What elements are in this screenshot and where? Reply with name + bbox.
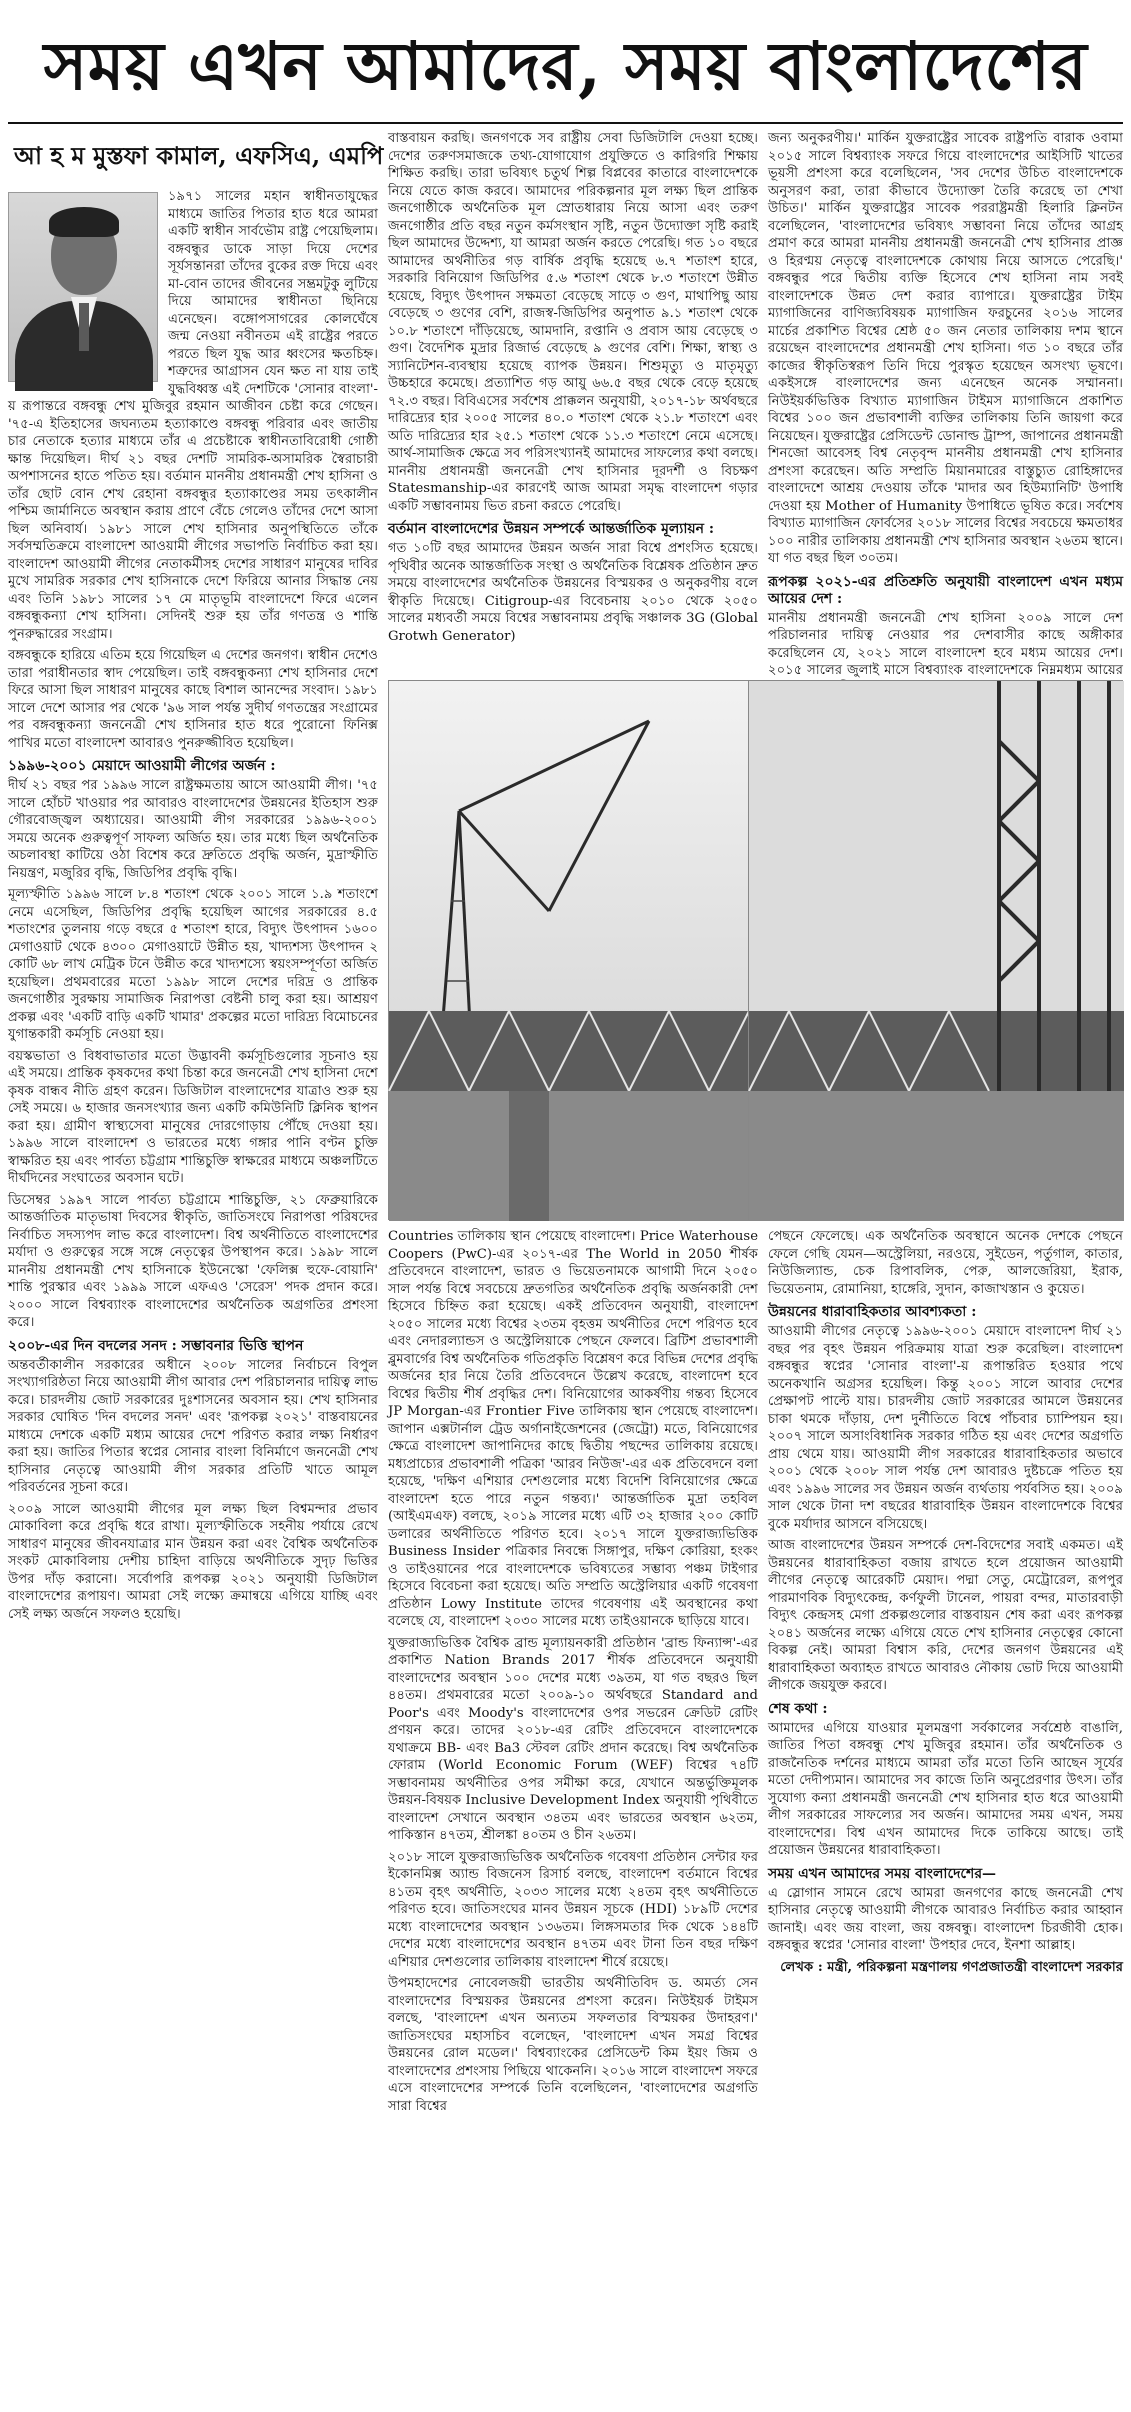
paragraph: ২০০৯ সালে আওয়ামী লীগের মূল লক্ষ্য ছিল বিশ্বমন্দার প্রভাব মোকাবিলা করে প্রবৃদ্ধি ধরে রাখা। মূল্যস্ফীতিকে সহনীয় পর্যায়ে রেখে সাধারণ মানুষের জীবনযাত্রার মান উন্নয়ন করা এবং বৈশ্বিক অর্থনৈতিক সংকট মোকাবিলায় দেশীয় চাহিদা বাড়িয়ে অর্থনীতিকে সুদৃঢ় ভিত্তির উপর দাঁড় করানো। সর্বোপরি রূপকল্প ২০২১ অনুযায়ী ডিজিটাল বাংলাদেশের রূপায়ণ। আমরা সেই লক্ষ্যে ক্রমান্বয়ে এগিয়ে যাচ্ছি এবং সেই লক্ষ্য অর্জনে সফলও হয়েছি। xyxy=(8,1501,378,1622)
paragraph: বাস্তবায়ন করছি। জনগণকে সব রাষ্ট্রীয় সেবা ডিজিটালি দেওয়া হচ্ছে। দেশের তরুণসমাজকে তথ্য-যোগাযোগ প্রযুক্তিতে ও কারিগরি শিক্ষায় শিক্ষিত করছি। তারা ভবিষ্যৎ চতুর্থ শিল্প বিপ্লবের কাতারে বাংলাদেশকে নিয়ে যেতে কাজ করবে। আমাদের পরিকল্পনার মূল লক্ষ্য ছিল প্রান্তিক জনগোষ্ঠীকে অর্থনৈতিক মূল স্রোতধারায় নিয়ে আসা এবং তরুণ জনগোষ্ঠীর প্রতি বছর নতুন কর্মসংস্থান সৃষ্টি, নতুন উদ্যোক্তা সৃষ্টি করাই ছিল আমাদের উদ্দেশ্য, যা আমরা অর্জন করতে পেরেছি। গত ১০ বছরে আমাদের অর্থনীতির গড় বার্ষিক প্রবৃদ্ধি হয়েছে ৬.৭ শতাংশ হারে, সরকারি বিনিয়োগ জিডিপির ৫.৬ শতাংশ থেকে ৮.৩ শতাংশে উন্নীত হয়েছে, বিদ্যুৎ উৎপাদন সক্ষমতা বেড়েছে সাড়ে ৩ গুণ, মাথাপিছু আয় বেড়েছে ৩ গুণের বেশি, রাজস্ব-জিডিপির অনুপাত ৯.১ শতাংশ থেকে ১০.৮ শতাংশে দাঁড়িয়েছে, আমদানি, রপ্তানি ও প্রবাস আয় বেড়েছে ৩ গুণ। বৈদেশিক মুদ্রার রিজার্ভ বেড়েছে ৯ গুণের বেশি। শিক্ষা, স্বাস্থ্য ও স্যানিটেশন-ব্যবস্থায় হয়েছে ব্যাপক উন্নয়ন। শিশুমৃত্যু ও মাতৃমৃত্যু উচ্চহারে কমেছে। প্রত্যাশিত গড় আয়ু ৬৬.৫ বছর থেকে বেড়ে হয়েছে ৭২.৩ বছর। বিবিএসের সর্বশেষ প্রাক্কলন অনুযায়ী, ২০১৭-১৮ অর্থবছরে দারিদ্র্যের হার ২০০৫ সালের ৪০.০ শতাংশ থেকে ২১.৮ শতাংশে এবং অতি দারিদ্র্যের হার ২৫.১ শতাংশ থেকে ১১.৩ শতাংশে নেমে এসেছে। আর্থ-সামাজিক ক্ষেত্রে সব পরিসংখ্যানই আমাদের সাফল্যের কথা বলছে। মাননীয় প্রধানমন্ত্রী জননেত্রী শেখ হাসিনার দূরদর্শী ও বিচক্ষণ Statesmanship-এর কারণেই আজ আমরা সমৃদ্ধ বাংলাদেশ গড়ার একটি সম্ভাবনাময় ভিত রচনা করতে পেরেছি। xyxy=(388,131,758,514)
paragraph: দীর্ঘ ২১ বছর পর ১৯৯৬ সালে রাষ্ট্রক্ষমতায় আসে আওয়ামী লীগ। '৭৫ সালে হোঁচট খাওয়ার পর আবারও বাংলাদেশের উন্নয়নের ইতিহাস শুরু গৌরবোজ্জ্বল অধ্যায়ের। আওয়ামী লীগ সরকারের ১৯৯৬-২০০১ সময়ে অনেক গুরুত্বপূর্ণ সাফল্য অর্জিত হয়। তার মধ্যে ছিল অর্থনৈতিক অচলাবস্থা কাটিয়ে ওঠা বিশেষ করে দ্রুতিতে প্রবৃদ্ধি অর্জন, মুদ্রাস্ফীতি নিয়ন্ত্রণ, মজুরির বৃদ্ধি, জিডিপির প্রবৃদ্ধি বৃদ্ধি। xyxy=(8,778,378,881)
column-1 xyxy=(8,188,378,2404)
column-3-top xyxy=(768,130,1123,678)
paragraph: উপমহাদেশের নোবেলজয়ী ভারতীয় অর্থনীতিবিদ ড. অমর্ত্য সেন বাংলাদেশের বিস্ময়কর উন্নয়নের প্রশংসা করেন। নিউইয়র্ক টাইমস বলছে, 'বাংলাদেশ এখন অন্যতম সফলতার বিস্ময়কর উদাহরণ।' জাতিসংঘের মহাসচিব বলেছেন, 'বাংলাদেশ এখন সমগ্র বিশ্বের উন্নয়নের রোল মডেল।' বিশ্বব্যাংকের প্রেসিডেন্ট কিম ইয়ং জিম ও বাংলাদেশের প্রশংসায় পিছিয়ে থাকেননি। ২০১৬ সালে বাংলাদেশ সফরে এসে বাংলাদেশের সম্পর্কে তিনি বলেছিলেন, 'বাংলাদেশের অগ্রগতি সারা বিশ্বের xyxy=(388,1976,758,2114)
paragraph: পেছনে ফেলেছে। এক অর্থনৈতিক অবস্থানে অনেক দেশকে পেছনে ফেলে গেছি যেমন—অস্ট্রেলিয়া, নরওয়ে, সুইডেন, পর্তুগাল, কাতার, নিউজিল্যান্ড, চেক রিপাবলিক, পেরু, আলজেরিয়া, ইরাক, ভিয়েতনাম, রোমানিয়া, হাঙ্গেরি, সুদান, কাজাখস্তান ও কুয়েত। xyxy=(768,1229,1123,1297)
paragraph: আজ বাংলাদেশের উন্নয়ন সম্পর্কে দেশ-বিদেশের সবাই একমত। এই উন্নয়নের ধারাবাহিকতা বজায় রাখতে হলে প্রয়োজন আওয়ামী লীগের নেতৃত্বে আরেকটি মেয়াদ। পদ্মা সেতু, মেট্রোরেল, রূপপুর পারমাণবিক বিদ্যুৎকেন্দ্র, কর্ণফুলী টানেল, পায়রা বন্দর, মাতারবাড়ী বিদ্যুৎ কেন্দ্রসহ মেগা প্রকল্পগুলোর বাস্তবায়ন শেষ করা এবং রূপকল্প ২০৪১ অর্জনের লক্ষ্যে এগিয়ে যেতে শেখ হাসিনার নেতৃত্বের কোনো বিকল্প নেই। আমরা বিশ্বাস করি, দেশের জনগণ উন্নয়নের এই ধারাবাহিকতা অব্যাহত রাখতে আবারও নৌকায় ভোট দিয়ে আওয়ামী লীগকে জয়যুক্ত করবে। xyxy=(768,1538,1123,1693)
section-heading: ২০০৮-এর দিন বদলের সনদ : সম্ভাবনার ভিত্তি স্থাপন xyxy=(8,1337,304,1354)
paragraph: যুক্তরাজ্যভিত্তিক বৈশ্বিক ব্রান্ড মূল্যায়নকারী প্রতিষ্ঠান 'ব্রান্ড ফিন্যান্স'-এর প্রকাশিত Nation Brands 2017 শীর্ষক প্রতিবেদনে অনুযায়ী বাংলাদেশের অবস্থান ১০০ দেশের মধ্যে ৩৯তম, যা গত বছরও ছিল ৪৪তম। প্রথমবারের মতো ২০০৯-১০ অর্থবছরে Standard and Poor's এবং Moody's বাংলাদেশের ওপর সভরেন ক্রেডিট রেটিং প্রণয়ন করে। তাদের ২০১৮-এর রেটিং প্রতিবেদনে বাংলাদেশকে যথাক্রমে BB- এবং Ba3 স্টেবল রেটিং প্রদান করেছে। বিশ্ব অর্থনৈতিক ফোরাম (World Economic Forum (WEF) বিশ্বের ৭৪টি সম্ভাবনাময় অর্থনীতির ওপর সমীক্ষা করে, যেখানে অন্তর্ভুক্তিমূলক উন্নয়ন-বিষয়ক Inclusive Development Index অনুযায়ী পৃথিবীতে বাংলাদেশ সেখানে অবস্থান ৩৪তম এবং ভারতের অবস্থান ৬২তম, পাকিস্তান ৪৭তম, শ্রীলঙ্কা ৪০তম ও চীন ২৬তম। xyxy=(388,1635,758,1843)
article-headline: সময় এখন আমাদের, সময় বাংলাদেশের xyxy=(43,27,1088,105)
section-heading: বর্তমান বাংলাদেশের উন্নয়ন সম্পর্কে আন্তর্জাতিক মূল্যায়ন : xyxy=(388,521,715,537)
paragraph: ১৯৭১ সালের মহান স্বাধীনতাযুদ্ধের মাধ্যমে জাতির পিতার হাত ধরে আমরা একটি স্বাধীন সার্বভৌম রাষ্ট্র পেয়েছিলাম। বঙ্গবন্ধুর ডাকে সাড়া দিয়ে দেশের সূর্যসন্তানরা তাঁদের বুকের রক্ত দিয়ে এবং মা-বোন তাদের জীবনের সম্ভ্রমটুকু লুটিয়ে দিয়ে আমাদের স্বাধীনতা ছিনিয়ে এনেছেন। বঙ্গোপসাগরের কোলঘেঁষে জন্ম নেওয়া নবীনতম এই রাষ্ট্রের পরতে পরতে ছিল যুদ্ধ আর ধ্বংসের ক্ষতচিহ্ন। শত্রুদের আগ্রাসন যেন ক্ষত না যায় তাই যুদ্ধবিধ্বস্ত এই দেশটিকে 'সোনার বাংলা'-য় রূপান্তরে বঙ্গবন্ধু শেখ মুজিবুর রহমান আজীবন চেষ্টা করে গেছেন। '৭৫-এ ইতিহাসের জঘন্যতম হত্যাকাণ্ডে বঙ্গবন্ধু পরিবার এবং জাতীয় চার নেতাকে হত্যার মাধ্যমে তাঁর এ প্রচেষ্টাকে স্বাধীনতাবিরোধী গোষ্ঠী ক্ষান্ত দিয়েছিল। দীর্ঘ ২১ বছর দেশটি সামরিক-অসামরিক স্বৈরাচারী অপশাসনের হাতে পতিত হয়। বর্তমান মাননীয় প্রধানমন্ত্রী শেখ হাসিনা ও তাঁর ছোট বোন শেখ রেহানা বঙ্গবন্ধুর হত্যাকাণ্ডের সময় তৎকালীন পশ্চিম জার্মানিতে অবস্থান করায় প্রাণে বেঁচে গেলেও তাঁদের দেশে আসা ছিল অনিবার্য। ১৯৮১ সালে শেখ হাসিনার অনুপস্থিতিতে তাঁকে সর্বসম্মতিক্রমে বাংলাদেশ আওয়ামী লীগের সভাপতি নির্বাচিত করা হয়। বাংলাদেশ আওয়ামী লীগের নেতাকর্মীসহ দেশের সাধারণ মানুষের দাবির মুখে সামরিক সরকার শেখ হাসিনাকে দেশে ফিরিয়ে আনার সিদ্ধান্ত নেয় এবং তিনি ১৯৮১ সালের ১৭ মে মাতৃভূমি বাংলাদেশে ফিরে এলেন বঙ্গবন্ধুকন্যা শেখ হাসিনা। সেদিনই শুরু হয় তাঁর গণতন্ত্র ও শান্তি পুনরুদ্ধারের সংগ্রাম। xyxy=(8,189,378,642)
author-note: লেখক : মন্ত্রী, পরিকল্পনা মন্ত্রণালয় গণপ্রজাতন্ত্রী বাংলাদেশ সরকার xyxy=(780,1959,1123,1975)
paragraph: এ স্লোগান সামনে রেখে আমরা জনগণের কাছে জননেত্রী শেখ হাসিনার নেতৃত্বে আওয়ামী লীগকে আবারও নির্বাচিত করার আহ্বান জানাই। এবং জয় বাংলা, জয় বঙ্গবন্ধু। বাংলাদেশ চিরজীবী হোক। বঙ্গবন্ধুর স্বপ্নের 'সোনার বাংলা' উপহার দেবে, ইনশা আল্লাহ। xyxy=(768,1885,1123,1953)
paragraph: অন্তবর্তীকালীন সরকারের অধীনে ২০০৮ সালের নির্বাচনে বিপুল সংখ্যাগরিষ্ঠতা নিয়ে আওয়ামী লীগ আবার দেশ পরিচালনার দায়িত্ব লাভ করে। চারদলীয় জোট সরকারের দুঃশাসনের অবসান হয়। শেখ হাসিনার সরকার ঘোষিত 'দিন বদলের সনদ' এবং 'রূপকল্প ২০২১' বাস্তবায়নের মাধ্যমে দেশকে একটি মধ্যম আয়ের দেশে পরিণত করার লক্ষ্য নির্ধারণ করা হয়। জাতির পিতার স্বপ্নের সোনার বাংলা বিনির্মাণে জননেত্রী শেখ হাসিনার নেতৃত্বে আওয়ামী লীগ সরকার প্রতিটি খাতে আমূল পরিবর্তনের সূচনা করে। xyxy=(8,1357,378,1495)
column-3-bottom xyxy=(768,1228,1123,2404)
byline: আ হ ম মুস্তফা কামাল, এফসিএ, এমপি xyxy=(14,141,384,170)
article-body xyxy=(8,130,1123,2404)
author-portrait-image xyxy=(8,192,158,382)
paragraph: ২০১৮ সালে যুক্তরাজ্যভিত্তিক অর্থনৈতিক গবেষণা প্রতিষ্ঠান সেন্টার ফর ইকোনমিক্স অ্যান্ড বিজনেস রিসার্চ বলছে, বাংলাদেশ বর্তমানে বিশ্বের ৪১তম বৃহৎ অর্থনীতি, ২০৩৩ সালের মধ্যে ২৪তম বৃহৎ অর্থনীতিতে পরিণত হবে। জাতিসংঘের মানব উন্নয়ন সূচকে (HDI) ১৮৯টি দেশের মধ্যে বাংলাদেশের অবস্থান ১৩৬তম। লিঙ্গসমতার দিক থেকে ১৪৪টি দেশের মধ্যে বাংলাদেশের অবস্থান ৪৭তম এবং টানা তিন বছর দক্ষিণ এশিয়ার দেশগুলোর তালিকায় বাংলাদেশ শীর্ষে রয়েছে। xyxy=(388,1849,758,1970)
section-heading: রূপকল্প ২০২১-এর প্রতিশ্রুতি অনুযায়ী বাংলাদেশ এখন মধ্যম আয়ের দেশ : xyxy=(768,573,1123,607)
headline-rule xyxy=(8,122,1123,124)
paragraph: আমাদের এগিয়ে যাওয়ার মূলমন্ত্রণা সর্বকালের সর্বশ্রেষ্ঠ বাঙালি, জাতির পিতা বঙ্গবন্ধু শেখ মুজিবুর রহমান। তাঁর অর্থনৈতিক ও রাজনৈতিক দর্শনের মাধ্যমে আমরা তাঁর মতো তিনি আছেন সূর্যের মতো দেদীপ্যমান। আমাদের সব কাজে তিনি অনুপ্রেরণার উৎস। তাঁর সুযোগ্য কন্যা প্রধানমন্ত্রী জননেত্রী শেখ হাসিনার হাত ধরে আওয়ামী লীগ সরকারের সাফল্যের সব অর্জন। আমাদের সময় এখন, সময় বাংলাদেশের। বিশ্ব এখন আমাদের দিকে তাকিয়ে আছে। তাই প্রয়োজন উন্নয়নের ধারাবাহিকতা। xyxy=(768,1720,1123,1858)
section-heading: সময় এখন আমাদের সময় বাংলাদেশের— xyxy=(768,1865,997,1882)
bridge-illustration xyxy=(389,681,749,1221)
paragraph: বয়স্কভাতা ও বিধবাভাতার মতো উদ্ভাবনী কর্মসূচিগুলোর সূচনাও হয় এই সময়ে। প্রান্তিক কৃষকদের কথা চিন্তা করে জননেত্রী শেখ হাসিনা দেশে কৃষক বান্ধব নীতি গ্রহণ করেন। ডিজিটাল বাংলাদেশের যাত্রাও শুরু হয় সেই সময়ে। ৬ হাজার জনসংখ্যার জন্য একটি কমিউনিটি ক্লিনিক স্থাপন করা হয়। গ্রামীণ স্বাস্থ্যসেবা মানুষের দোরগোড়ায় পৌঁছে দেওয়া হয়। ১৯৯৬ সালে বাংলাদেশ ও ভারতের মধ্যে গঙ্গার পানি বণ্টন চুক্তি স্বাক্ষরিত হয় এবং পার্বত্য চট্টগ্রাম শান্তিচুক্তি স্বাক্ষরের মাধ্যমে অঞ্চলটিতে দীর্ঘদিনের সংঘাতের অবসান ঘটে। xyxy=(8,1048,378,1186)
bridge-construction-photo xyxy=(388,680,748,1220)
paragraph: মূল্যস্ফীতি ১৯৯৬ সালে ৮.৪ শতাংশ থেকে ২০০১ সালে ১.৯ শতাংশে নেমে এসেছিল, জিডিপির প্রবৃদ্ধি হয়েছিল আগের সরকারের ৪.৫ শতাংশের তুলনায় গড়ে বছরে ৫ শতাংশ হারে, বিদ্যুৎ উৎপাদন ১৬০০ মেগাওয়াট থেকে ৪৩০০ মেগাওয়াটে উন্নীত হয়, খাদ্যশস্য উৎপাদন ২ কোটি ৬৮ লাখ মেট্রিক টনে উন্নীত করে খাদ্যশস্যে স্বয়ংসম্পূর্ণতা অর্জিত হয়েছিল। প্রথমবারের মতো ১৯৯৮ সালে দেশের দরিদ্র ও প্রান্তিক জনগোষ্ঠীর সুরক্ষায় সামাজিক নিরাপত্তা বেষ্টনী চালু করা হয়। আশ্রয়ণ প্রকল্প এবং 'একটি বাড়ি একটি খামার' প্রকল্পের মতো দারিদ্র্য বিমোচনের যুগান্তকারী কর্মসূচি নেওয়া হয়। xyxy=(8,887,378,1042)
bridge-illustration-right xyxy=(749,681,1124,1221)
column-2-top xyxy=(388,130,758,670)
bridge-construction-photo-right xyxy=(748,680,1123,1220)
paragraph: মাননীয় প্রধানমন্ত্রী জননেত্রী শেখ হাসিনা ২০০৯ সালে দেশ পরিচালনার দায়িত্ব নেওয়ার পর দেশবাসীর কাছে অঙ্গীকার করেছিলেন যে, ২০২১ সালে বাংলাদেশ হবে মধ্যম আয়ের দেশ। ২০১৫ সালের জুলাই মাসে বিশ্বব্যাংক বাংলাদেশকে নিম্নমধ্যম আয়ের xyxy=(768,610,1123,678)
paragraph: গত ১০টি বছর আমাদের উন্নয়ন অর্জন সারা বিশ্বে প্রশংসিত হয়েছে। পৃথিবীর অনেক আন্তর্জাতিক সংস্থা ও অর্থনৈতিক বিশ্লেষক প্রতিষ্ঠান দ্রুত সময়ে বাংলাদেশের অর্থনৈতিক উন্নয়নের বিস্ময়কর ও অনুকরণীয় বলে স্বীকৃতি দিয়েছে। Citigroup-এর বিবেচনায় ২০১০ থেকে ২০৫০ সালের মধ্যবর্তী সময়ে বিশ্বের সম্ভাবনাময় প্রবৃদ্ধি সঞ্চালক 3G (Global Grotwh Generator) xyxy=(388,541,758,644)
paragraph: বঙ্গবন্ধুকে হারিয়ে এতিম হয়ে গিয়েছিল এ দেশের জনগণ। স্বাধীন দেশেও তারা পরাধীনতার স্বাদ পেয়েছিল। তাই বঙ্গবন্ধুকন্যা শেখ হাসিনার দেশে ফিরে আসা ছিল সাধারণ মানুষের কাছে বিশাল আনন্দের সংবাদ। ১৯৮১ সালে দেশে আসার পর থেকে '৯৬ সাল পর্যন্ত সুদীর্ঘ গণতন্ত্রের সংগ্রামের পর বঙ্গবন্ধুকন্যা জননেত্রী শেখ হাসিনার হাত ধরে পুরোনো ফিনিক্স পাখির মতো বাংলাদেশ আবারও পুনরুজ্জীবিত হয়েছিল। xyxy=(8,648,378,751)
paragraph: জন্য অনুকরণীয়।' মার্কিন যুক্তরাষ্ট্রের সাবেক রাষ্ট্রপতি বারাক ওবামা ২০১৫ সালে বিশ্বব্যাংক সফরে গিয়ে বাংলাদেশের আইসিটি খাতের ভূয়সী প্রশংসা করে বলেছিলেন, 'সব দেশের উচিত বাংলাদেশকে অনুসরণ করা, তারা কীভাবে উদ্যোক্তা তৈরি করেছে তা শেখা উচিত।' মার্কিন যুক্তরাষ্ট্রের সাবেক পররাষ্ট্রমন্ত্রী হিলারি ক্লিনটন বলেছিলেন, 'বাংলাদেশের ভবিষ্যৎ সম্ভাবনা নিয়ে তাঁদের আগ্রহ প্রমাণ করে আমরা মাননীয় প্রধানমন্ত্রী জননেত্রী শেখ হাসিনার প্রাজ্ঞ ও হিরণ্ময় নেতৃত্বে বাংলাদেশকে কোথায় নিয়ে আসতে পেরেছি।' বঙ্গবন্ধুর পরে দ্বিতীয় ব্যক্তি হিসেবে শেখ হাসিনা নাম সবই বাংলাদেশকে উন্নত দেশ করার ব্যাপারে। যুক্তরাষ্ট্রের টাইম ম্যাগাজিনের বাণিজ্যবিষয়ক ম্যাগাজিন ফরচুনের ২০১৬ সালের মার্চের প্রকাশিত বিশ্বের শ্রেষ্ঠ ৫০ জন নেতার তালিকায় দশম স্থানে রয়েছেন বাংলাদেশের প্রধানমন্ত্রী শেখ হাসিনা। গত ১০ বছরে তাঁর কাজের স্বীকৃতিস্বরূপ তিনি দিয়ে পুরস্কৃত হয়েছেন অসংখ্য ভূষণে। একইসঙ্গে বাংলাদেশের জন্য এনেছেন অনেক সম্মাননা। নিউইয়র্কভিত্তিক বিখ্যাত ম্যাগাজিন টাইমস ম্যাগাজিনে প্রকাশিত বিশ্বের ১০০ জন প্রভাবশালী ব্যক্তির তালিকায় তিনি জায়গা করে নিয়েছেন। যুক্তরাষ্ট্রের প্রেসিডেন্ট ডোনাল্ড ট্রাম্প, জাপানের প্রধানমন্ত্রী শিনজো আবেসহ বিশ্ব নেতৃবৃন্দ মাননীয় প্রধানমন্ত্রী শেখ হাসিনার প্রশংসা করেছেন। অতি সম্প্রতি মিয়ানমারের বাস্তুচ্যুত রোহিঙ্গাদের বাংলাদেশে আশ্রয় দেওয়ায় তাঁকে 'মাদার অব হিউম্যানিটি' উপাধি দেওয়া হয় Mother of Humanity উপাধিতে ভূষিত করে। সর্বশেষ বিখ্যাত ম্যাগাজিন ফোর্বসের ২০১৮ সালের বিশ্বের সবচেয়ে ক্ষমতাধর ১০০ নারীর তালিকায় প্রধানমন্ত্রী শেখ হাসিনার অবস্থান ২৬তম স্থানে। যা গত বছর ছিল ৩০তম। xyxy=(768,131,1123,566)
column-2-bottom xyxy=(388,1228,758,2404)
section-heading: ১৯৯৬-২০০১ মেয়াদে আওয়ামী লীগের অর্জন : xyxy=(8,758,276,774)
paragraph: ডিসেম্বর ১৯৯৭ সালে পার্বত্য চট্টগ্রামে শান্তিচুক্তি, ২১ ফেব্রুয়ারিকে আন্তর্জাতিক মাতৃভাষা দিবসের স্বীকৃতি, জাতিসংঘে নিরাপত্তা পরিষদের নির্বাচিত সদস্যপদ লাভ করে বাংলাদেশ। বিশ্ব অর্থনীতিতে বাংলাদেশের মর্যাদা ও গুরুত্বের সঙ্গে সঙ্গে নেতৃত্বের উপস্থাপন করে। ১৯৯৮ সালে মাননীয় প্রধানমন্ত্রী শেখ হাসিনাকে ইউনেস্কো 'ফেলিক্স হুফে-বোয়ানি' শান্তি পুরস্কার এবং ১৯৯৯ সালে এফএও 'সেরেস' পদক প্রদান করে। ২০০০ সালে বিশ্বব্যাংক বাংলাদেশের অর্থনৈতিক অগ্রগতির প্রশংসা করে। xyxy=(8,1192,378,1330)
paragraph: Countries তালিকায় স্থান পেয়েছে বাংলাদেশ। Price Waterhouse Coopers (PwC)-এর ২০১৭-এর The World in 2050 শীর্ষক প্রতিবেদনে বাংলাদেশ, ভারত ও ভিয়েতনামকে আগামী দিনে ২০৫০ সাল পর্যন্ত বিশ্বে সবচেয়ে দ্রুতগতির অর্থনৈতিক প্রবৃদ্ধি অর্জনকারী দেশ হিসেবে চিহ্নিত করা হয়েছে। একই প্রতিবেদন অনুযায়ী, বাংলাদেশ ২০৫০ সালের মধ্যে বিশ্বের ২৩তম বৃহত্তম অর্থনীতির দেশে পরিণত হবে এবং নেদারল্যান্ডস ও অস্ট্রেলিয়াকে পেছনে ফেলবে। ব্রিটিশ প্রভাবশালী ব্লুমবার্গের বিশ্ব অর্থনৈতিক গতিপ্রকৃতি বিশ্লেষণ করে বিভিন্ন দেশের প্রবৃদ্ধি অর্জনের হার নিয়ে তৈরি প্রতিবেদনে উল্লেখ করেছে, বাংলাদেশ হবে বিশ্বের দ্বিতীয় শীর্ষ প্রবৃদ্ধির দেশ। বিনিয়োগের আকর্ষণীয় গন্তব্য হিসেবে JP Morgan-এর Frontier Five তালিকায় স্থান পেয়েছে বাংলাদেশ। জাপান এক্সটার্নাল ট্রেড অর্গানাইজেশনের (জেট্রো) মতে, বিনিয়োগের ক্ষেত্রে বাংলাদেশ জাপানিদের কাছে দ্বিতীয় পছন্দের তালিকায় রয়েছে। মধ্যপ্রাচ্যের প্রভাবশালী পত্রিকা 'আরব নিউজ'-এর এক প্রতিবেদনে বলা হয়েছে, 'দক্ষিণ এশিয়ার দেশগুলোর মধ্যে বিদেশি বিনিয়োগের ক্ষেত্রে বাংলাদেশ হতে পারে নতুন গন্তব্য।' আন্তর্জাতিক মুদ্রা তহবিল (আইএমএফ) বলছে, ২০১৯ সালের মধ্যে এটি ৩২ হাজার ২০০ কোটি ডলারের অর্থনীতিতে পরিণত হবে। ২০১৭ সালে যুক্তরাজ্যভিত্তিক Business Insider পত্রিকার নিবন্ধে সিঙ্গাপুর, দক্ষিণ কোরিয়া, হংকং ও তাইওয়ানের পরে বাংলাদেশকে ভবিষ্যতের সম্ভাব্য পঞ্চম টাইগার হিসেবে বিবেচনা করা হয়েছে। অতি সম্প্রতি অস্ট্রেলিয়ার একটি গবেষণা প্রতিষ্ঠান Lowy Institute তাদের গবেষণায় এই অবস্থানের কথা বলেছে যে, বাংলাদেশ ২০৩০ সালের মধ্যে তাইওয়ানকে ছাড়িয়ে যাবে। xyxy=(388,1229,758,1629)
paragraph: আওয়ামী লীগের নেতৃত্বে ১৯৯৬-২০০১ মেয়াদে বাংলাদেশ দীর্ঘ ২১ বছর পর বৃহৎ উন্নয়ন পরিক্রমায় যাত্রা শুরু করেছিল। বাংলাদেশ বঙ্গবন্ধুর স্বপ্নের 'সোনার বাংলা'-য় রূপান্তরিত হওয়ার পথে অনেকখানি অগ্রসর হয়েছিল। কিন্তু ২০০১ সালে আবার দেশের প্রেক্ষাপট পাল্টে যায়। চারদলীয় জোট সরকারের আমলে উন্নয়নের চাকা থমকে দাঁড়ায়, দেশ দুর্নীতিতে বিশ্বে পাঁচবার চ্যাম্পিয়ন হয়। ২০০৭ সালে অসাংবিধানিক সরকার গঠিত হয় এবং দেশের অগ্রগতি প্রায় থেমে যায়। আওয়ামী লীগ সরকারের ধারাবাহিকতার অভাবে ২০০১ থেকে ২০০৮ সাল পর্যন্ত দেশ আবারও দুষ্টচক্রে পতিত হয় এবং ১৯৯৬ সালের সব উন্নয়ন অর্জন ব্যর্থতায় পর্যবসিত হয়। ২০০৯ সাল থেকে টানা দশ বছরের ধারাবাহিক উন্নয়ন বাংলাদেশকে বিশ্বের বুকে মর্যাদার আসনে বসিয়েছে। xyxy=(768,1324,1123,1532)
section-heading: উন্নয়নের ধারাবাহিকতার আবশ্যকতা : xyxy=(768,1304,977,1320)
section-heading: শেষ কথা : xyxy=(768,1700,828,1717)
